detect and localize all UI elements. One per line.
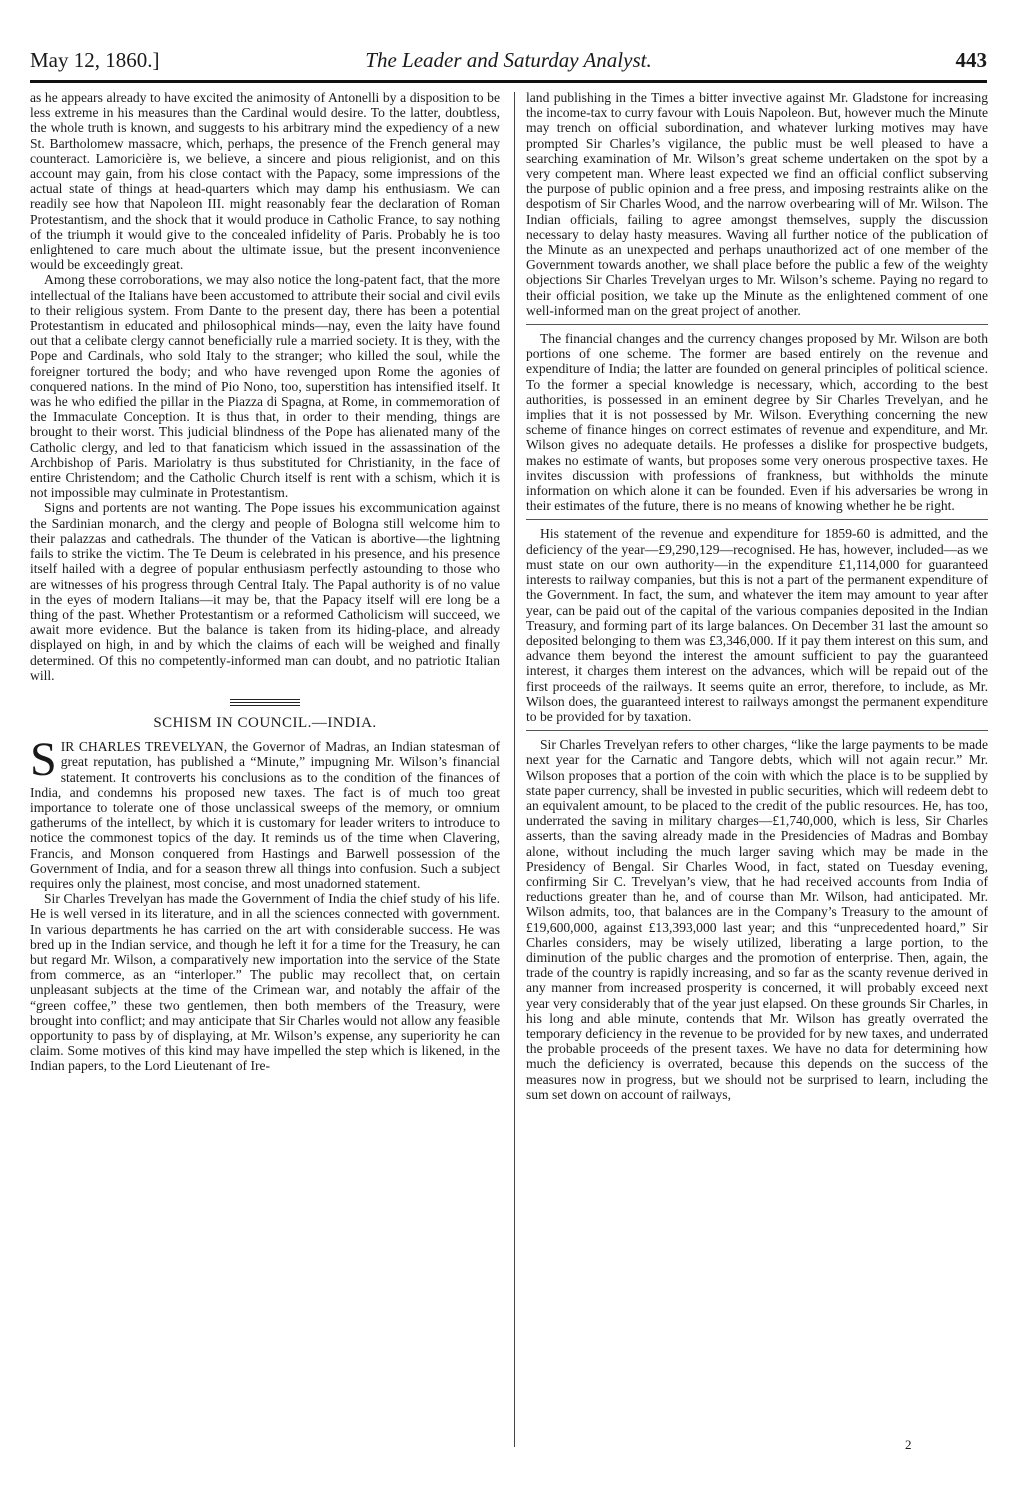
article-paragraph: as he appears already to have excited the animosity of Antonelli by a disposition to be less extreme in his measures than the Cardinal would desire. To the latter, doubtless, the whole truth is known, and suggests to his arbitrary mind the expediency of a new St. Bartholomew massacre, which, perhaps, the presence of the French general may counteract. Lamoricière is, we believe, a sincere and pious religionist, and on this account may gain, from his close contact with the Papacy, some impressions of the actual state of things at head-quarters which may damp his enthusiasm. We can readily see how that Napoleon III. might reasonably fear the declaration of Roman Protestantism, and the shock that it would produce in Catholic France, to say nothing of the triumph it would give to the concealed infidelity of Paris. Probably he is too enlightened to care much about the ultimate issue, but the present inconvenience would be exceedingly great. bbox=[30, 90, 500, 273]
right-column bbox=[526, 90, 988, 1102]
issue-date: May 12, 1860.] bbox=[30, 48, 160, 72]
column-divider bbox=[514, 92, 515, 1447]
article-paragraph: Signs and portents are not wanting. The Pope issues his excommunication against the Sardinian monarch, and the clergy and people of Bologna still welcome him to their palazzas and cathedrals. The thunder of the Vatican is abortive—the lightning fails to strike the victim. The Te Deum is celebrated in his presence, and his presence itself hailed with a degree of popular enthusiasm perfectly astounding to those who are witnesses of his progress through Central Italy. The Papal authority is of no value in the eyes of modern Italians—it may be, that the Papacy itself will ere long be a thing of the past. Whether Protestantism or a reformed Catholicism will succeed, we await more evidence. But the balance is taken from its hiding-place, and already displayed on high, in and by which the claims of each will be weighed and finally determined. Of this no competently-informed man can doubt, and no patriotic Italian will. bbox=[30, 500, 500, 683]
section-heading: SCHISM IN COUNCIL.—INDIA. bbox=[153, 714, 377, 731]
article-paragraph: Sir Charles Trevelyan refers to other charges, “like the large payments to be made next year for the Carnatic and Tangore debts, which will not again recur.” Mr. Wilson proposes that a portion of the coin with which the place is to be supplied by state paper currency, shall be invested in public securities, which will redeem debt to an equivalent amount, to be placed to the credit of the public resources. He, has too, underrated the saving in military charges—£1,740,000, which is less, Sir Charles asserts, than the saving already made in the Presidencies of Madras and Bombay alone, without including the much larger saving which may be made in the Presidency of Bengal. Sir Charles Wood, in fact, stated on Tuesday evening, confirming Sir C. Trevelyan’s view, that he had received accounts from India of reductions greater than he, and of course than Mr. Wilson, had anticipated. Mr. Wilson admits, too, that balances are in the Company’s Treasury to the amount of £19,600,000, against £13,393,000 last year; and this “unprecedented hoard,” Sir Charles considers, may be wisely utilized, liberating a large portion, to the diminution of the public charges and the promotion of enterprise. Then, again, the trade of the country is rapidly increasing, and so far as the scanty revenue derived in any manner from increased prosperity is concerned, it will probably exceed next year very considerably that of the year just elapsed. On these grounds Sir Charles, in his long and able minute, contends that Mr. Wilson has greatly overrated the temporary deficiency in the revenue to be provided for by new taxes, and underrated the probable proceeds of the present taxes. We have no data for determining how much the deficiency is overrated, because this depends on the success of the measures now in progress, but we should not be surprised to learn, including the sum set down on account of railways, bbox=[526, 737, 988, 1102]
page-header bbox=[30, 48, 987, 80]
paragraph-rule bbox=[526, 519, 988, 520]
paragraph-rule bbox=[526, 324, 988, 325]
article-paragraph: land publishing in the Times a bitter invective against Mr. Gladstone for increasing the income-tax to curry favour with Louis Napoleon. But, however much the Minute may trench on official subordination, and whatever lurking motives may have prompted Sir Charles’s vigilance, the public must be well pleased to have a searching examination of Mr. Wilson’s great scheme undertaken on the spot by a very competent man. Where least expected we find an official conflict subserving the purpose of public opinion and a free press, and imposing restraints alike on the despotism of Sir Charles Wood, and the narrow overbearing will of Mr. Wilson. The Indian officials, failing to agree amongst themselves, supply the discussion necessary to delay hasty measures. Waving all further notice of the publication of the Minute as an unexpected and perhaps unauthorized act of one member of the Government towards another, we shall place before the public a few of the weighty objections Sir Charles Trevelyan urges to Mr. Wilson’s scheme. Paying no regard to their official position, we take up the Minute as the enlightened comment of one well-informed man on the great project of another. bbox=[526, 90, 988, 318]
page-number: 443 bbox=[955, 48, 987, 72]
signature-mark: 2 bbox=[905, 1437, 912, 1452]
drop-cap: S bbox=[30, 733, 57, 787]
article-paragraph: Among these corroborations, we may also notice the long-patent fact, that the more intellectual of the Italians have been accustomed to attribute their social and civil evils to their religious system. From Dante to the present day, there has been a potential Protestantism in educated and philosophical minds—nay, even the laity have found out that a celibate clergy cannot beneficially rule a married society. It is they, with the Pope and Cardinals, who sold Italy to the stranger; who killed the soul, while the foreigner tortured the body; and who have revenged upon Rome the agonies of conquered nations. In the mind of Pio Nono, too, superstition has intensified itself. It was he who edified the pillar in the Piazza di Spagna, at Rome, in commemoration of the Immaculate Conception. It is thus that, in order to their mending, things are brought to their worst. This judicial blindness of the Pope has alienated many of the Catholic clergy, and led to that fanaticism which issued in the assassination of the Archbishop of Paris. Mariolatry is thus substituted for Christianity, in the face of entire Christendom; and the Catholic Church itself is rent with a schism, which it is not impossible may culminate in Protestantism. bbox=[30, 272, 500, 501]
publication-title: The Leader and Saturday Analyst. bbox=[365, 48, 652, 72]
paragraph-rule bbox=[526, 730, 988, 731]
article-paragraph: His statement of the revenue and expenditure for 1859-60 is admitted, and the deficiency of the year—£9,290,129—recognised. He has, however, included—as we must state on our own authority—in the expenditure £1,114,000 for guaranteed interests to railway companies, but this is not a part of the permanent expenditure of the Government. In fact, the sum, and whatever the item may amount to year after year, can be paid out of the capital of the various companies deposited in the Indian Treasury, and forming part of its large balances. On December 31 last the amount so deposited belonging to them was £3,346,000. If it pay them interest on this sum, and advance them beyond the interest the amount sufficient to pay the guaranteed interest, it charges them interest on the advances, which will be repaid out of the first proceeds of the railways. It seems quite an error, therefore, to include, as Mr. Wilson does, the guaranteed interest to railways amongst the permanent expenditure to be provided for by taxation. bbox=[526, 526, 988, 724]
article-paragraph: IR CHARLES TREVELYAN, the Governor of Madras, an Indian statesman of great reputation, has published a “Minute,” impugning Mr. Wilson’s financial statement. It controverts his conclusions as to the condition of the finances of India, and condemns his proposed new taxes. The fact is of much too great importance to tolerate one of those unclassical sweeps of the memory, or omnium gatherums of the intellect, by which it is customary for leader writers to introduce to notice the commonest topics of the day. It reminds us of the time when Clavering, Francis, and Monson conquered from Hastings and Barwell possession of the Government of India, and for a season threw all things into confusion. Such a subject requires only the plainest, most concise, and most unadorned statement. bbox=[30, 739, 500, 891]
header-rule bbox=[30, 80, 987, 83]
section-divider bbox=[230, 699, 300, 706]
article-paragraph: The financial changes and the currency changes proposed by Mr. Wilson are both portions of one scheme. The former are based entirely on the revenue and expenditure of India; the latter are founded on general principles of political science. To the former a special knowledge is necessary, which, according to the best authorities, is possessed in an eminent degree by Sir Charles Trevelyan, and he implies that it is not possessed by Mr. Wilson. Everything concerning the new scheme of finance hinges on correct estimates of revenue and expenditure, and Mr. Wilson gives no adequate details. He professes a dislike for prospective budgets, makes no estimate of wants, but proposes some very onerous prospective taxes. He invites discussion with professions of frankness, but withholds the minute information on which alone it can be founded. Even if his adversaries be wrong in their estimates of the future, there is no means of knowing whether he be right. bbox=[526, 331, 988, 514]
article-paragraph: Sir Charles Trevelyan has made the Government of India the chief study of his life. He is well versed in its literature, and in all the sciences connected with government. In various departments he has carried on the art with considerable success. He was bred up in the Indian service, and though he left it for a time for the Treasury, he can but regard Mr. Wilson, a comparatively new importation into the service of the State from commerce, as an “interloper.” The public may recollect that, on certain unpleasant subjects at the time of the Crimean war, and notably the affair of the “green coffee,” these two gentlemen, then both members of the Treasury, were brought into conflict; and may anticipate that Sir Charles would not allow any feasible opportunity to pass by of displaying, at Mr. Wilson’s expense, any superiority he can claim. Some motives of this kind may have impelled the step which is likened, in the Indian papers, to the Lord Lieutenant of Ire- bbox=[30, 891, 500, 1074]
left-column bbox=[30, 90, 500, 1074]
